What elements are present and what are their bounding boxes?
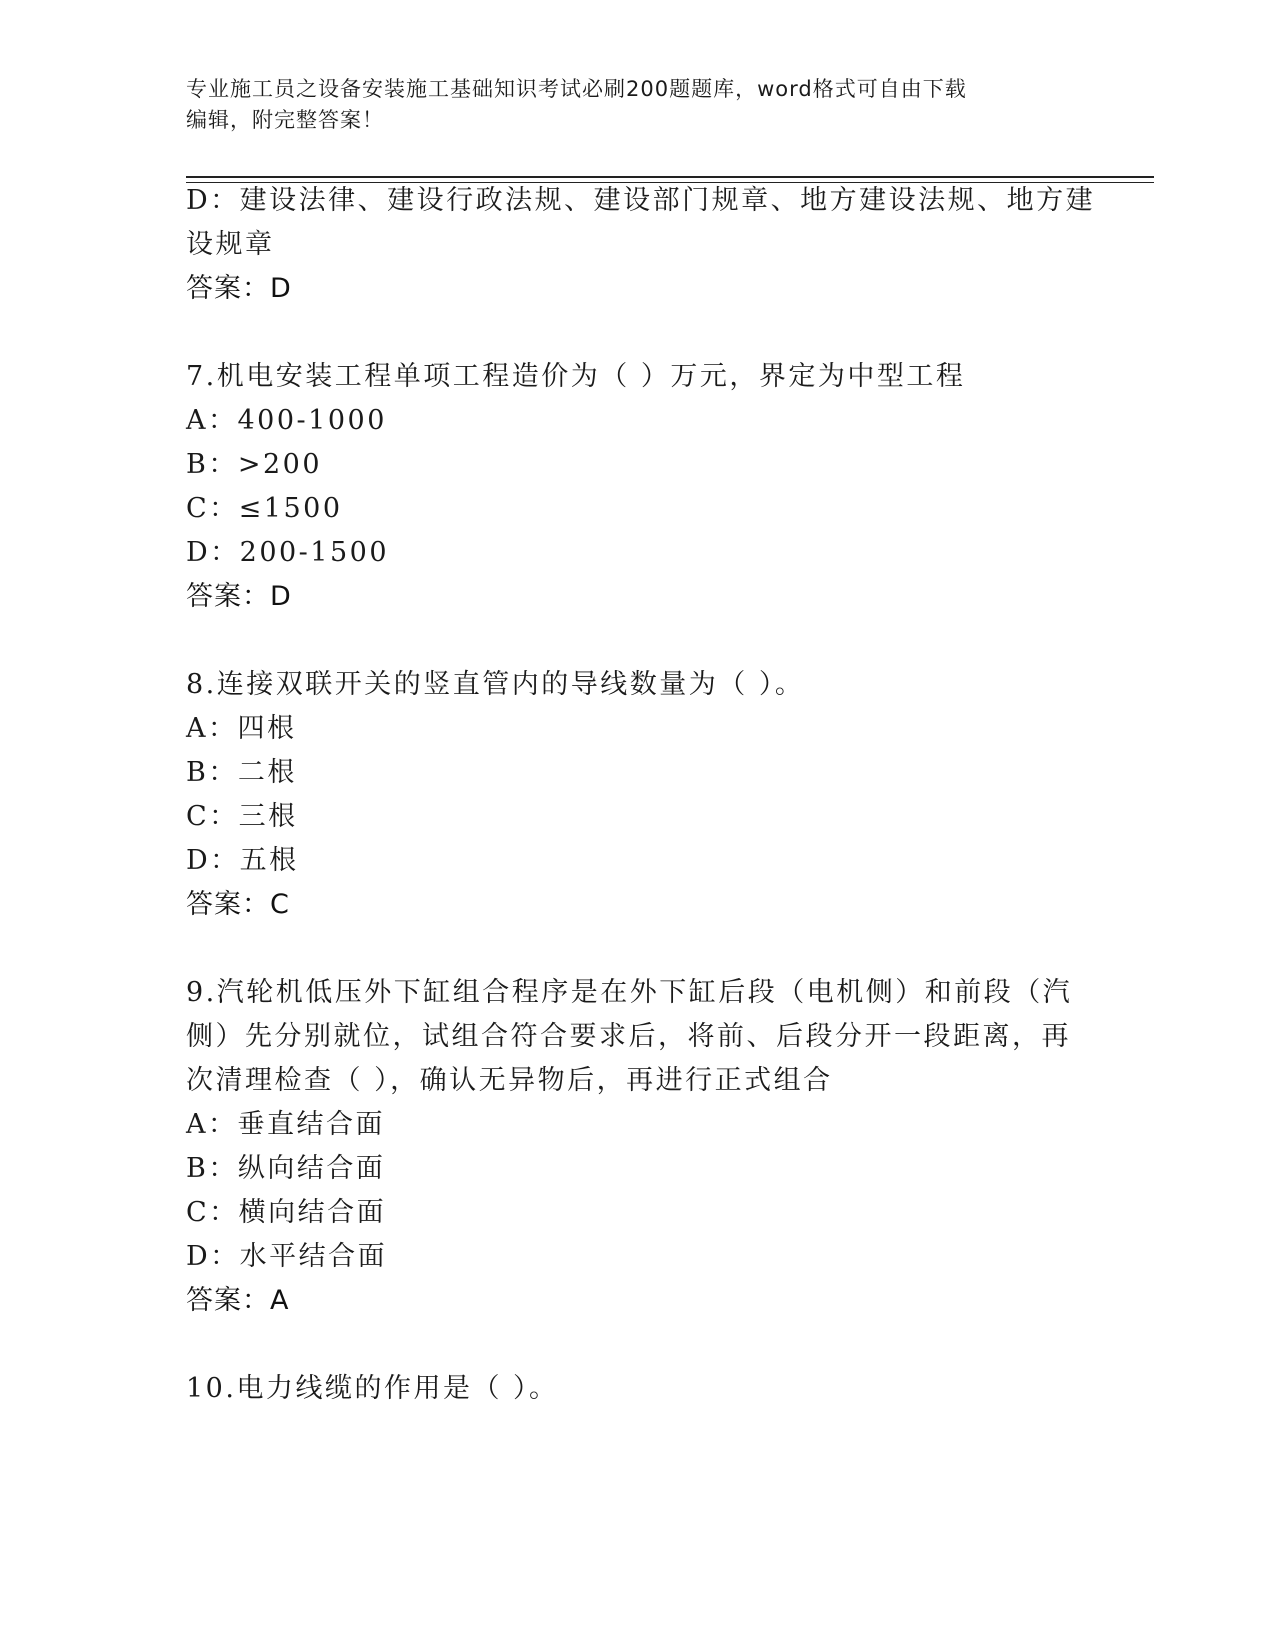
header-divider-thin [186, 182, 1154, 183]
q7-stem: 7.机电安装工程单项工程造价为（ ）万元，界定为中型工程 [186, 361, 966, 392]
header-line-2: 编辑，附完整答案！ [186, 108, 384, 132]
q9-option-a: A：垂直结合面 [186, 1109, 385, 1140]
q9-option-d: D：水平结合面 [186, 1241, 388, 1272]
document-header [186, 74, 1066, 136]
q9-option-b: B：纵向结合面 [186, 1153, 386, 1184]
q9-option-c: C：横向结合面 [186, 1197, 387, 1228]
q7-option-c: C：≤1500 [186, 493, 343, 524]
q7-option-a: A：400-1000 [186, 405, 387, 436]
q8-answer: 答案：C [186, 889, 290, 920]
q10-stem: 10.电力线缆的作用是（ ）。 [186, 1373, 559, 1404]
prev-option-d-line-1: D：建设法律、建设行政法规、建设部门规章、地方建设法规、地方建 [186, 185, 1096, 216]
q8-stem: 8.连接双联开关的竖直管内的导线数量为（ ）。 [186, 669, 805, 700]
q8-option-c: C：三根 [186, 801, 298, 832]
q7-option-b: B：>200 [186, 449, 322, 480]
q7-answer: 答案：D [186, 581, 292, 612]
q9-stem-line-1: 9.汽轮机低压外下缸组合程序是在外下缸后段（电机侧）和前段（汽 [186, 977, 1073, 1008]
header-divider [186, 176, 1154, 178]
prev-answer: 答案：D [186, 273, 292, 304]
prev-option-d-line-2: 设规章 [186, 229, 275, 260]
q9-stem-line-2: 侧）先分别就位，试组合符合要求后，将前、后段分开一段距离，再 [186, 1021, 1071, 1052]
q9-answer: 答案：A [186, 1285, 290, 1316]
q7-option-d: D：200-1500 [186, 537, 390, 568]
q8-option-b: B：二根 [186, 757, 297, 788]
header-line-1: 专业施工员之设备安装施工基础知识考试必刷200题题库，word格式可自由下载 [186, 77, 967, 101]
q8-option-a: A：四根 [186, 713, 297, 744]
q8-option-d: D：五根 [186, 845, 299, 876]
q9-stem-line-3: 次清理检查（ ），确认无异物后，再进行正式组合 [186, 1065, 833, 1096]
